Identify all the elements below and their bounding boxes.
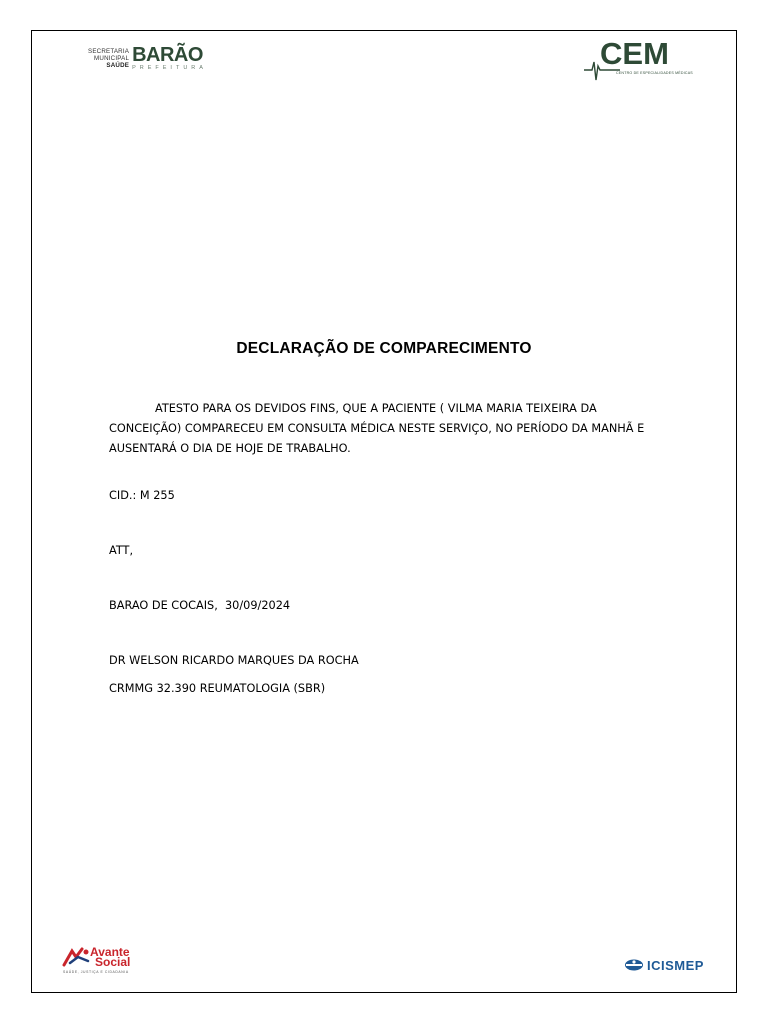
prefeitura-text: PREFEITURA (132, 64, 207, 71)
barao-brand-text: BARÃO (132, 43, 203, 66)
doctor-name: DR WELSON RICARDO MARQUES DA ROCHA (109, 654, 359, 667)
cem-logo (584, 36, 693, 84)
secretaria-saude-label: SECRETARIA MUNICIPAL SAÚDE (88, 47, 130, 69)
cem-subtitle: CENTRO DE ESPECIALIDADES MÉDICAS (616, 71, 693, 75)
document-page (31, 30, 737, 993)
doctor-crm: CRMMG 32.390 REUMATOLOGIA (SBR) (109, 682, 326, 695)
barao-prefeitura-logo (88, 42, 207, 74)
document-title: DECLARAÇÃO DE COMPARECIMENTO (236, 340, 532, 357)
att-line: ATT, (109, 544, 134, 557)
avante-social-logo: Avante Social SAÚDE, JUSTIÇA E CIDADANIA (63, 945, 131, 974)
icismep-logo (624, 955, 704, 975)
icismep-name: ICISMEP (647, 957, 704, 973)
avante-figure-icon (62, 947, 92, 969)
cid-line: CID.: M 255 (109, 489, 175, 502)
declaration-paragraph: ATESTO PARA OS DEVIDOS FINS, QUE A PACIENTE ( VILMA MARIA TEIXEIRA DA CONCEIÇÃO) COMPARECEU EM CONSULTA MÉDICA NESTE SERVIÇO, NO PERÍODO DA MANHÃ E AUSENTARÁ O DIA DE HOJE DE TRABALHO. (109, 402, 645, 455)
cem-brand-text: CEM (600, 36, 669, 71)
icismep-emblem-icon (624, 958, 644, 972)
place-date-line: BARAO DE COCAIS, 30/09/2024 (109, 599, 291, 612)
